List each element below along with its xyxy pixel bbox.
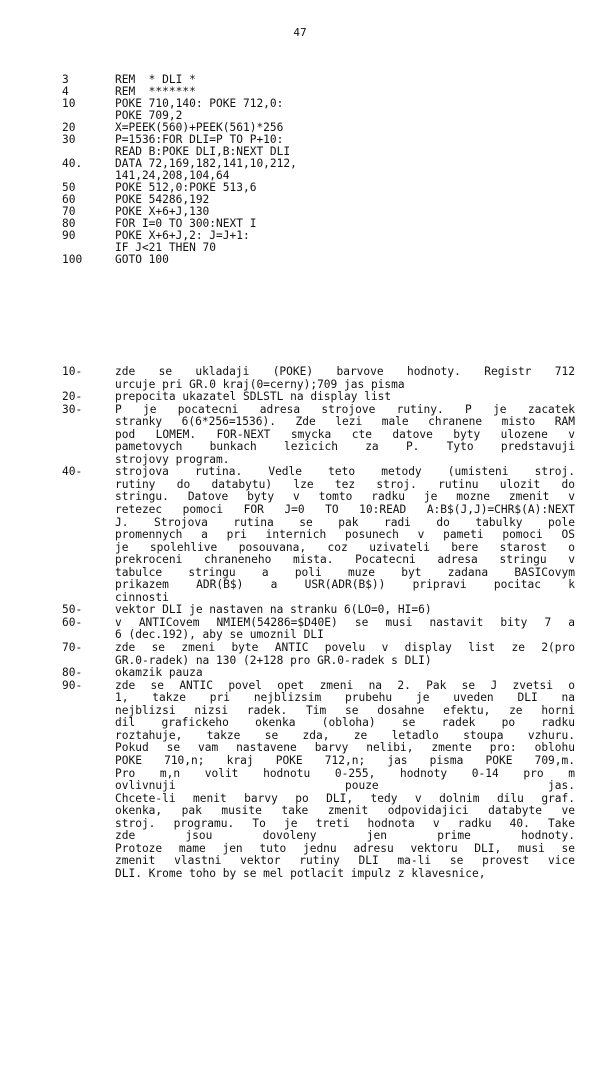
note-text-line: stringu. Datove byty v tomto radku je mozne zmenit v xyxy=(115,491,575,504)
note-item xyxy=(62,604,575,617)
code-statement: POKE 54286,192 xyxy=(115,193,210,206)
note-text-line: je spolehlive posouvana, coz uzivateli bere starost o xyxy=(115,541,575,554)
note-text-line: dil grafickeho okenka (obloha) se radek po radku xyxy=(115,717,575,730)
note-text-line: nejblizsi nizsi radek. Tim se dosahne efektu, ze horni xyxy=(115,704,575,717)
note-line-ref: 40- xyxy=(62,465,83,479)
note-text-line: v ANTICovem NMIEM(54286=$D40E) se musi nastavit bity 7 a xyxy=(115,616,575,629)
note-line-ref: 60- xyxy=(62,615,83,629)
note-line-ref: 90- xyxy=(62,678,83,692)
note-text-line: strojovy program. xyxy=(115,453,230,466)
code-statement: POKE 710,140: POKE 712,0: xyxy=(115,97,284,110)
note-text-line: zmenit vlastni vektor rutiny DLI ma-li se provest vice xyxy=(115,855,575,868)
note-item xyxy=(62,391,575,404)
note-text-line: tabulce stringu a poli muze byt zadana BASICovym xyxy=(115,566,575,579)
note-item xyxy=(62,642,575,667)
code-statement: IF J<21 THEN 70 xyxy=(115,241,217,254)
code-statement: READ B:POKE DLI,B:NEXT DLI xyxy=(115,145,291,158)
note-text-line: rutiny do databytu) lze tez stroj. rutinu ulozit do xyxy=(115,478,575,491)
note-text xyxy=(115,667,575,680)
code-statement: FOR I=0 TO 300:NEXT I xyxy=(115,217,257,230)
note-line-ref: 10- xyxy=(62,365,83,378)
note-item xyxy=(62,617,575,642)
note-text-line: P je pocatecni adresa strojove rutiny. P je zacatek xyxy=(115,403,575,416)
note-item xyxy=(62,366,575,391)
note-text-line: Chcete-li menit barvy po DLI, tedy v dolnim dilu graf. xyxy=(115,792,575,805)
note-text-line: okamzik pauza xyxy=(115,667,203,680)
note-text-line: cinnosti xyxy=(115,591,169,604)
note-text-line: stranky 6(6*256=1536). Zde lezi male chranene misto RAM xyxy=(115,416,575,429)
note-text xyxy=(115,617,575,642)
note-text xyxy=(115,404,575,467)
code-statement: POKE 709,2 xyxy=(115,109,183,122)
code-statement: POKE X+6+J,2: J=J+1: xyxy=(115,229,250,242)
line-number: 60 xyxy=(62,193,76,206)
note-text-line: POKE 710,n; kraj POKE 712,n; jas pisma POKE 709,m. xyxy=(115,754,575,767)
note-text-line: ovlivnuji pouze jas. xyxy=(115,780,575,793)
note-text-line: urcuje pri GR.0 kraj(0=cerny);709 jas pisma xyxy=(115,378,405,391)
note-text xyxy=(115,642,575,667)
note-text-line: prepocita ukazatel SDLSTL na display list xyxy=(115,391,392,404)
note-text-line: GR.0-radek) na 130 (2+128 pro GR.0-radek s DLI) xyxy=(115,654,432,667)
code-statement: DATA 72,169,182,141,10,212, xyxy=(115,157,297,170)
code-statement: REM ******* xyxy=(115,85,196,98)
note-text xyxy=(115,680,575,881)
note-line-ref: 30- xyxy=(62,402,83,416)
note-text-line: stroj. programu. To je treti hodnota v radku 40. Take xyxy=(115,817,575,830)
line-number: 50 xyxy=(62,181,76,194)
note-text-line: zde se ukladaji (POKE) barvove hodnoty. Registr 712 xyxy=(115,366,575,378)
note-text xyxy=(115,391,575,404)
note-text-line: prekroceni chraneneho mista. Pocatecni adresa stringu v xyxy=(115,554,575,567)
note-text-line: retezec pomoci FOR J=0 TO 10:READ A:B$(J,J)=CHR$(A):NEXT xyxy=(115,504,575,517)
code-statement: POKE 512,0:POKE 513,6 xyxy=(115,181,257,194)
line-number: 80 xyxy=(62,217,76,230)
note-line-ref: 80- xyxy=(62,666,83,680)
note-item xyxy=(62,667,575,680)
note-text-line: prikazem ADR(B$) a USR(ADR(B$)) pripravi pocitac k xyxy=(115,579,575,592)
note-text xyxy=(115,466,575,604)
note-text-line: pod LOMEM. FOR-NEXT smycka cte datove byty ulozene v xyxy=(115,428,575,441)
note-text-line: promennych a pri internich posunech v pameti pomoci OS xyxy=(115,529,575,542)
code-statement: GOTO 100 xyxy=(115,253,169,266)
note-item xyxy=(62,404,575,467)
note-line-ref: 50- xyxy=(62,603,83,617)
note-text-line: Pokud se vam nastavene barvy nelibi, zmente pro: oblohu xyxy=(115,742,575,755)
note-text-line: Protoze mame jen tuto jednu adresu vektoru DLI, musi se xyxy=(115,842,575,855)
code-statement: P=1536:FOR DLI=P TO P+10: xyxy=(115,133,284,146)
line-number: 4 xyxy=(62,85,69,98)
line-number: 10 xyxy=(62,97,76,110)
note-item xyxy=(62,680,575,881)
line-number: 40. xyxy=(62,157,83,170)
note-text xyxy=(115,604,575,617)
note-text-line: DLI. Krome toho by se mel potlacit impulz z klavesnice, xyxy=(115,867,486,880)
note-text-line: 1, takze pri nejblizsim prubehu je uveden DLI na xyxy=(115,692,575,705)
line-number: 100 xyxy=(62,253,83,266)
note-text-line: zde jsou dovoleny jen prime hodnoty. xyxy=(115,830,575,843)
line-number: 70 xyxy=(62,205,76,218)
line-number: 30 xyxy=(62,133,76,146)
note-text-line: J. Strojova rutina se pak radi do tabulky pole xyxy=(115,516,575,529)
code-statement: X=PEEK(560)+PEEK(561)*256 xyxy=(115,121,284,134)
code-line xyxy=(62,254,582,266)
note-text-line: okenka, pak musite take zmenit odpovidajici databyte ve xyxy=(115,805,575,818)
note-text xyxy=(115,366,575,391)
note-line-ref: 70- xyxy=(62,641,83,655)
code-statement: POKE X+6+J,130 xyxy=(115,205,210,218)
note-text-line: zde se zmeni byte ANTIC povelu v display list ze 2(pro xyxy=(115,642,575,655)
note-text-line: strojova rutina. Vedle teto metody (umisteni stroj. xyxy=(115,466,575,479)
note-text-line: roztahuje, takze se zda, ze letadlo stoupa vzhuru. xyxy=(115,729,575,742)
note-line-ref: 20- xyxy=(62,390,83,404)
note-text-line: vektor DLI je nastaven na stranku 6(LO=0, HI=6) xyxy=(115,604,432,617)
note-text-line: zde se ANTIC povel opet zmeni na 2. Pak se J zvetsi o xyxy=(115,679,575,692)
note-text-line: Pro m,n volit hodnotu 0-255, hodnoty 0-14 pro m xyxy=(115,767,575,780)
line-number: 90 xyxy=(62,229,76,242)
code-statement: REM * DLI * xyxy=(115,73,196,86)
page-number: 47 xyxy=(293,26,307,39)
code-statement: 141,24,208,104,64 xyxy=(115,169,230,182)
line-number: 3 xyxy=(62,73,69,86)
line-explanations xyxy=(62,366,575,880)
line-number: 20 xyxy=(62,121,76,134)
basic-program-listing xyxy=(62,74,582,266)
note-text-line: 6 (dec.192), aby se umoznil DLI xyxy=(115,629,324,642)
note-item xyxy=(62,466,575,604)
note-text-line: pametovych bunkach lezicich za P. Tyto predstavuji xyxy=(115,441,575,454)
